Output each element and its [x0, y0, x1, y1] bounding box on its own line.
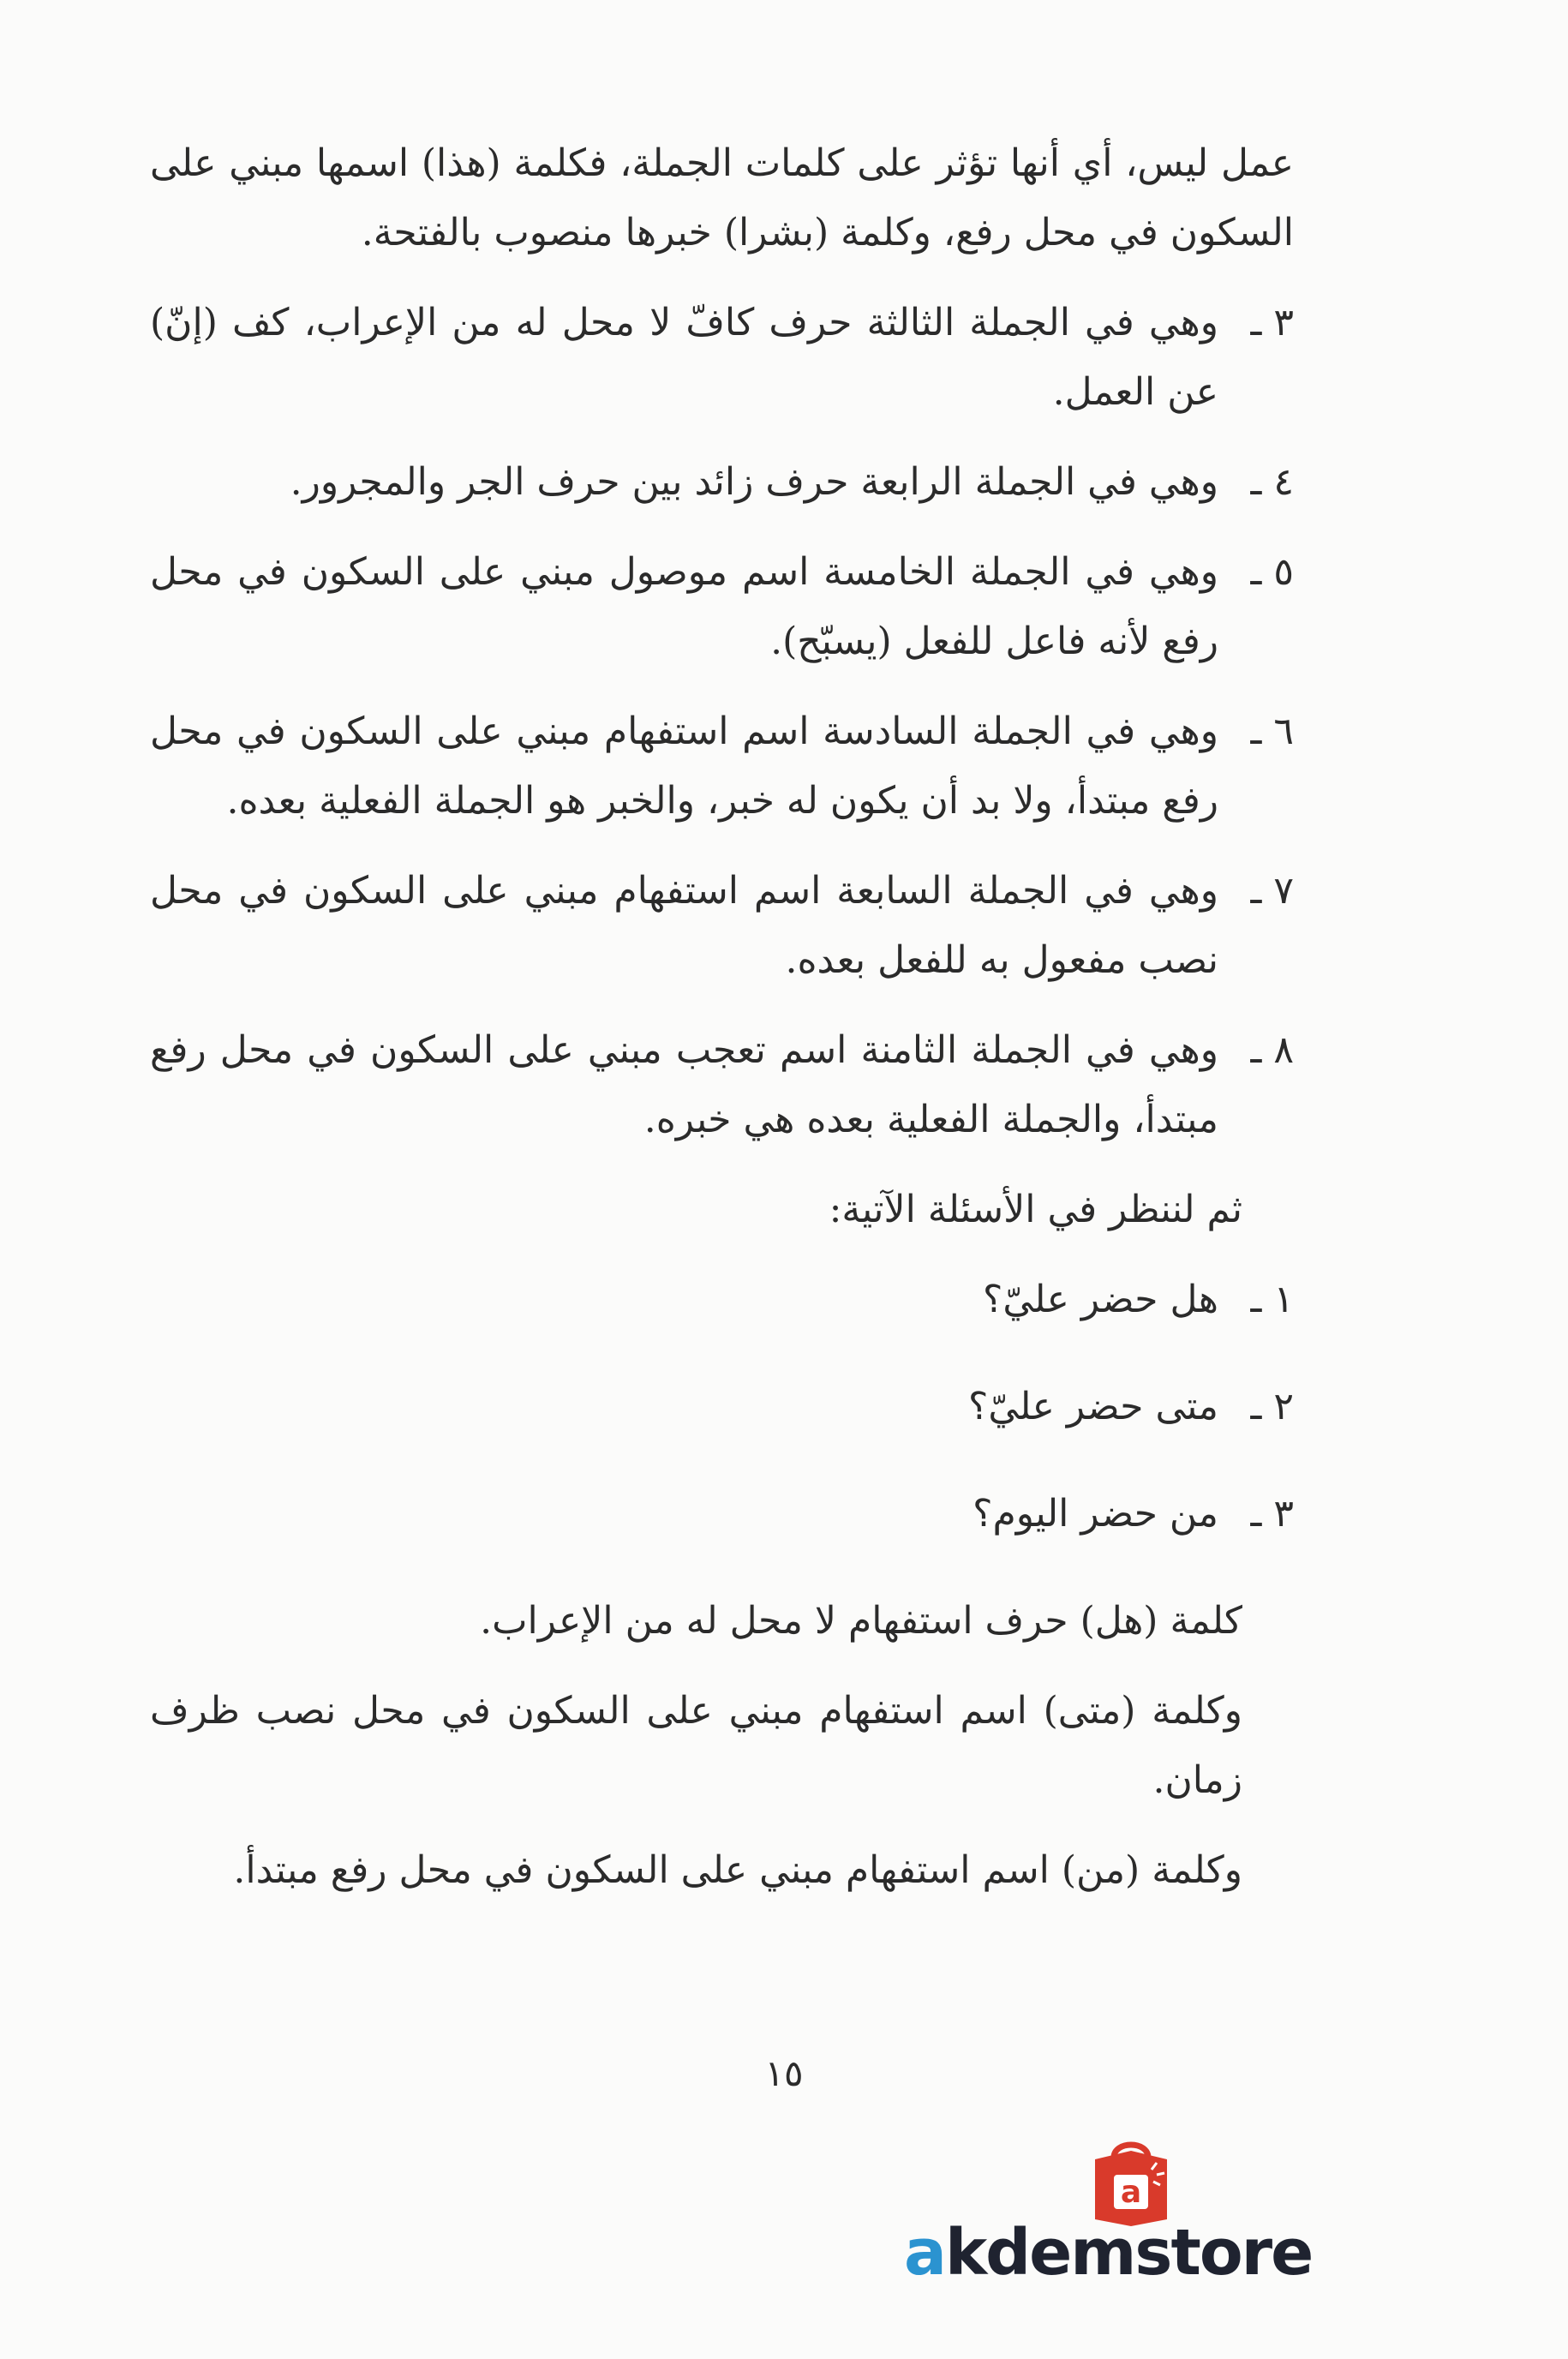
question-text: متى حضر عليّ؟: [968, 1385, 1218, 1428]
list-item: [150, 537, 1294, 676]
item-text: وهي في الجملة الخامسة اسم موصول مبني على السكون في محل رفع لأنه فاعل للفعل (يسبّح).: [150, 550, 1218, 663]
shopping-bag-icon: [1088, 2134, 1174, 2228]
item-text: وهي في الجملة الرابعة حرف زائد بين حرف الجر والمجرور.: [290, 460, 1218, 504]
bag-letter: a: [1120, 2175, 1142, 2210]
question-text: هل حضر عليّ؟: [983, 1278, 1218, 1321]
item-text: وهي في الجملة الثالثة حرف كافّ لا محل له من الإعراب، كف (إنّ) عن العمل.: [150, 301, 1218, 414]
list-item: [150, 697, 1294, 835]
explanation-paragraph: وكلمة (متى) اسم استفهام مبني على السكون في محل نصب ظرف زمان.: [150, 1689, 1242, 1802]
item-number: ٥ ـ: [1250, 550, 1294, 594]
item-text: وهي في الجملة الثامنة اسم تعجب مبني على السكون في محل رفع مبتدأ، والجملة الفعلية بعده هي خبره.: [150, 1028, 1218, 1141]
item-number: ٧ ـ: [1250, 869, 1294, 913]
page-number: ١٥: [764, 2052, 804, 2094]
intro-paragraph: عمل ليس، أي أنها تؤثر على كلمات الجملة، فكلمة (هذا) اسمها مبني على السكون في محل رفع، وكلمة (بشرا) خبرها منصوب بالفتحة.: [150, 141, 1294, 254]
list-item: [150, 288, 1294, 427]
question-number: ٣ ـ: [1250, 1492, 1294, 1536]
item-number: ٨ ـ: [1250, 1028, 1294, 1072]
explanation-paragraph: وكلمة (من) اسم استفهام مبني على السكون في محل رفع مبتدأ.: [233, 1848, 1242, 1892]
question-number: ١ ـ: [1250, 1278, 1294, 1321]
store-logo: [904, 2134, 1350, 2290]
question-number: ٢ ـ: [1250, 1385, 1294, 1428]
item-number: ٣ ـ: [1250, 301, 1294, 344]
item-text: وهي في الجملة السادسة اسم استفهام مبني على السكون في محل رفع مبتدأ، ولا بد أن يكون له خبر، والخبر هو الجملة الفعلية بعده.: [150, 709, 1219, 823]
logo-rest: kdemstore: [944, 2216, 1313, 2290]
logo-wordmark: [904, 2216, 1350, 2290]
list-item: [150, 447, 1294, 517]
item-number: ٤ ـ: [1250, 460, 1294, 504]
list-item: [150, 856, 1294, 995]
question-item: [150, 1265, 1294, 1334]
question-text: من حضر اليوم؟: [973, 1492, 1218, 1536]
questions-intro: ثم لننظر في الأسئلة الآتية:: [829, 1188, 1242, 1231]
logo-accent-letter: a: [904, 2216, 945, 2290]
question-item: [150, 1372, 1294, 1441]
list-item: [150, 1015, 1294, 1154]
item-number: ٦ ـ: [1250, 709, 1294, 753]
item-text: وهي في الجملة السابعة اسم استفهام مبني على السكون في محل نصب مفعول به للفعل بعده.: [150, 869, 1218, 982]
explanation-paragraph: كلمة (هل) حرف استفهام لا محل له من الإعراب.: [480, 1599, 1242, 1643]
page-content: [150, 129, 1294, 1925]
question-item: [150, 1479, 1294, 1548]
